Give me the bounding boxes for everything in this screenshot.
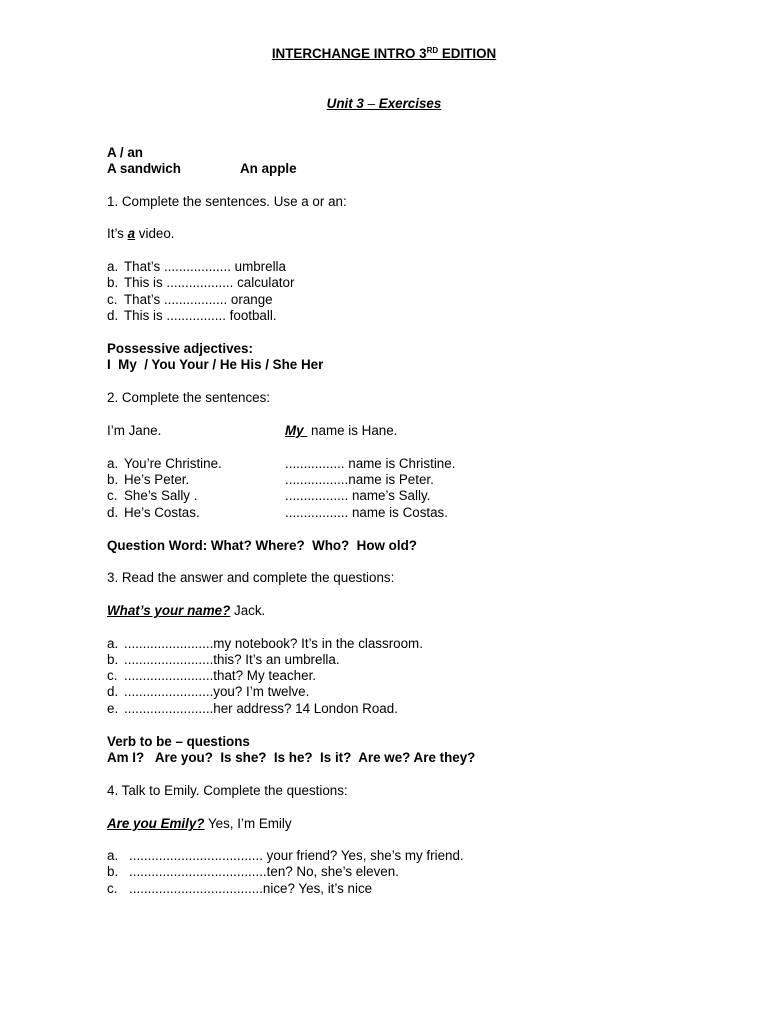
exercise-3-example: What’s your name? Jack. [107, 603, 266, 618]
exercise-2-item-right: ................. name’s Sally. [285, 488, 431, 503]
exercise-1-item: b. This is .................. calculator [107, 275, 295, 290]
exercise-1-instruction: 1. Complete the sentences. Use a or an: [107, 194, 347, 209]
exercise-3-item: b. ........................this? It’s an umbrella. [107, 652, 340, 667]
section-a-an-heading: A / an [107, 145, 143, 160]
exercise-2-item-left: b. He’s Peter. [107, 472, 190, 487]
exercise-2-item-left: a. You’re Christine. [107, 456, 222, 471]
possessive-heading: Possessive adjectives: [107, 341, 253, 356]
example-answer: a [127, 226, 136, 241]
page-title: INTERCHANGE INTRO 3RD EDITION [271, 46, 497, 61]
verb-to-be-heading: Verb to be – questions [107, 734, 250, 749]
exercise-1-item: c. That’s ................. orange [107, 292, 273, 307]
exercise-2-item-right: .................name is Peter. [285, 472, 434, 487]
question-word-heading: Question Word: What? Where? Who? How old? [107, 538, 417, 553]
example-an-apple: An apple [240, 161, 297, 176]
example-answer: What’s your name? [107, 603, 231, 618]
exercise-2-item-right: ................. name is Costas. [285, 505, 448, 520]
exercise-4-item: b. .....................................ten? No, she’s eleven. [107, 864, 399, 879]
exercise-1-item: a. That’s .................. umbrella [107, 259, 286, 274]
exercise-4-example: Are you Emily? Yes, I’m Emily [107, 816, 292, 831]
exercise-3-item: d. ........................you? I’m twelve. [107, 684, 310, 699]
example-a-sandwich: A sandwich [107, 161, 181, 176]
exercise-3-item: e. ........................her address? 14 London Road. [107, 701, 398, 716]
exercise-1-item: d. This is ................ football. [107, 308, 277, 323]
exercise-1-example: It’s a video. [107, 226, 175, 241]
exercise-2-instruction: 2. Complete the sentences: [107, 390, 271, 405]
exercise-3-instruction: 3. Read the answer and complete the questions: [107, 570, 395, 585]
exercise-2-example-left: I’m Jane. [107, 423, 162, 438]
exercise-4-instruction: 4. Talk to Emily. Complete the questions: [107, 783, 348, 798]
exercise-2-item-left: c. She’s Sally . [107, 488, 198, 503]
possessive-pairs: I My / You Your / He His / She Her [107, 357, 324, 372]
exercise-4-item: a. .................................... your friend? Yes, she’s my friend. [107, 848, 464, 863]
exercise-2-item-left: d. He’s Costas. [107, 505, 200, 520]
example-answer: My [285, 423, 308, 438]
page-subtitle: Unit 3 – Exercises [326, 96, 442, 111]
exercise-2-example-right: My name is Hane. [285, 423, 398, 438]
exercise-2-item-right: ................ name is Christine. [285, 456, 456, 471]
exercise-4-item: c. ....................................nice? Yes, it’s nice [107, 881, 373, 896]
exercise-3-item: a. ........................my notebook? It’s in the classroom. [107, 636, 423, 651]
example-answer: Are you Emily? [107, 816, 205, 831]
exercise-3-item: c. ........................that? My teacher. [107, 668, 317, 683]
verb-to-be-forms: Am I? Are you? Is she? Is he? Is it? Are we? Are they? [107, 750, 476, 765]
